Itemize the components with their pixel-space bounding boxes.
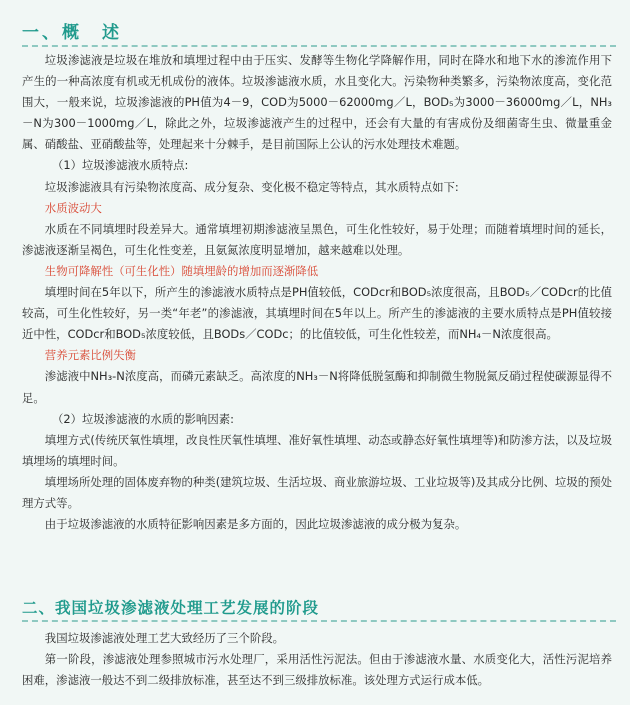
section-1-body <box>22 50 612 535</box>
feature-2-title: 生物可降解性（可生化性）随填埋龄的增加而逐渐降低 <box>44 263 319 278</box>
feature-3-text: 渗滤液中NH₃-N浓度高，而磷元素缺乏。高浓度的NH₃－N将降低脱氢酶和抑制微生物脱氮反硝过程使碳源显得不足。 <box>22 369 612 405</box>
factor-2-text: 填埋场所处理的固体废弃物的种类(建筑垃圾、生活垃圾、商业旅游垃圾、工业垃圾等)及其成分比例、垃圾的预处理方式等。 <box>22 474 612 510</box>
feature-2-text: 填埋时间在5年以下，所产生的渗滤液水质特点是PH值较低，CODcr和BOD₅浓度很高，且BOD₅／CODcr的比值较高，可生化性较好，另一类“年老”的渗滤液，其填埋时间在5年以上。所产生的渗滤液的主要水质特点是PH值较接近中性，CODcr和BOD₅浓度较低，且BODs／CODc；的比值较低，可生化性较差，而NH₄－N浓度很高。 <box>22 285 612 342</box>
subsection-1-intro: 垃圾渗滤液具有污染物浓度高、成分复杂、变化极不稳定等特点，其水质特点如下: <box>44 179 459 194</box>
subsection-1-title: （1）垃圾渗滤液水质特点: <box>52 158 189 173</box>
stage-1-paragraph: 第一阶段，渗滤液处理参照城市污水处理厂，采用活性污泥法。但由于渗滤液水量、水质变化大，活性污泥培养困难，渗滤液一般达不到二级排放标准，甚至达不到三级排放标准。该处理方式运行成本低。 <box>22 652 612 688</box>
overview-paragraph: 垃圾渗滤液是垃圾在堆放和填埋过程中由于压实、发酵等生物化学降解作用，同时在降水和地下水的渗流作用下产生的一种高浓度有机或无机成份的液体。垃圾渗滤液水质，水且变化大。污染物种类繁多，污染物浓度高，变化范围大，一般来说，垃圾渗滤液的PH值为4－9，COD为5000－62000mg／L，BOD₅为3000－36000mg／L，NH₃－N为300－1000mg／L，除此之外，垃圾渗滤液产生的过程中，还会有大量的有害成份及细菌寄生虫、微量重金属、硝酸盐、亚硝酸盐等，处理起来十分棘手，是目前国际上公认的污水处理技术难题。 <box>22 53 612 152</box>
section-1-divider <box>22 45 616 47</box>
feature-1-text: 水质在不同填埋时段差异大。通常填埋初期渗滤液呈黑色，可生化性较好，易于处理；而随着填埋时间的延长，渗滤液逐渐呈褐色，可生化性变差，且氨氮浓度明显增加，越来越难以处理。 <box>22 221 612 257</box>
section-2-body <box>22 628 612 691</box>
section-2-divider <box>22 620 616 622</box>
factor-1-text: 填埋方式(传统厌氧性填埋，改良性厌氧性填埋、准好氧性填埋、动态或静态好氧性填埋等)和防渗方法，以及垃圾填埋场的填埋时间。 <box>22 432 612 468</box>
feature-1-title: 水质波动大 <box>44 200 102 215</box>
factor-summary-text: 由于垃圾渗滤液的水质特征影响因素是多方面的，因此垃圾渗滤液的成分极为复杂。 <box>44 517 467 532</box>
subsection-2-title: （2）垃圾渗滤液的水质的影响因素: <box>52 411 234 426</box>
section-1-title: 一、概 述 <box>22 23 122 43</box>
section-2-title: 二、我国垃圾渗滤液处理工艺发展的阶段 <box>22 599 320 617</box>
feature-3-title: 营养元素比例失衡 <box>44 348 136 363</box>
stages-intro-paragraph: 我国垃圾渗滤液处理工艺大致经历了三个阶段。 <box>44 631 285 645</box>
